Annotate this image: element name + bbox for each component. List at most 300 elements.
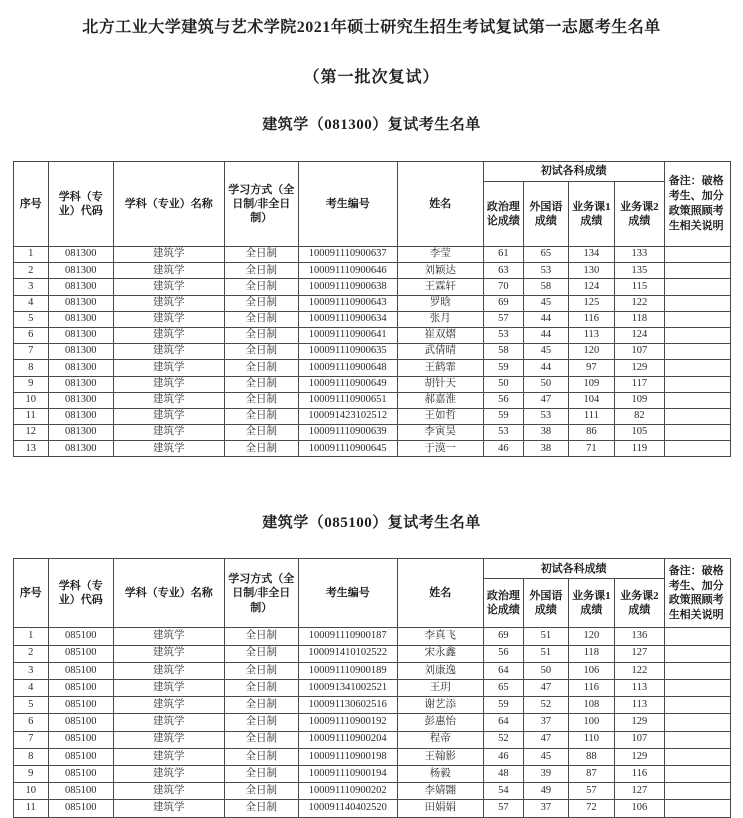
cell-code: 085100	[48, 697, 113, 714]
candidates-table-085100	[13, 558, 731, 817]
cell-remark	[664, 392, 730, 408]
candidates-table-081300	[13, 161, 731, 457]
cell-name: 王鹤霏	[397, 360, 483, 376]
cell-foreign-lang-score: 45	[524, 748, 568, 765]
cell-study-mode: 全日制	[224, 425, 298, 441]
cell-name: 郝嘉淮	[397, 392, 483, 408]
cell-name: 崔双熠	[397, 327, 483, 343]
cell-foreign-lang-score: 65	[524, 247, 568, 263]
cell-study-mode: 全日制	[224, 748, 298, 765]
table-row	[13, 441, 730, 457]
cell-foreign-lang-score: 38	[524, 425, 568, 441]
cell-study-mode: 全日制	[224, 800, 298, 817]
cell-study-mode: 全日制	[224, 311, 298, 327]
cell-course1-score: 57	[568, 783, 615, 800]
cell-candidate-no: 100091110900634	[298, 311, 397, 327]
cell-name: 罗晗	[397, 295, 483, 311]
table-row	[13, 714, 730, 731]
cell-remark	[664, 783, 730, 800]
cell-major-name: 建筑学	[113, 645, 224, 662]
cell-seq: 12	[13, 425, 48, 441]
cell-course2-score: 106	[615, 800, 665, 817]
cell-code: 081300	[48, 376, 113, 392]
cell-name: 程帝	[397, 731, 483, 748]
cell-major-name: 建筑学	[113, 425, 224, 441]
cell-foreign-lang-score: 47	[524, 680, 568, 697]
header-remark: 备注：破格考生、加分政策照顾考生相关说明	[664, 162, 730, 247]
cell-candidate-no: 100091110900202	[298, 783, 397, 800]
cell-major-name: 建筑学	[113, 392, 224, 408]
cell-remark	[664, 714, 730, 731]
cell-major-name: 建筑学	[113, 441, 224, 457]
cell-code: 081300	[48, 392, 113, 408]
cell-code: 085100	[48, 662, 113, 679]
header-code: 学科（专业）代码	[48, 559, 113, 628]
cell-seq: 4	[13, 680, 48, 697]
cell-code: 081300	[48, 360, 113, 376]
section2-title: 建筑学（085100）复试考生名单	[262, 515, 481, 532]
cell-candidate-no: 100091423102512	[298, 408, 397, 424]
table-row	[13, 311, 730, 327]
cell-study-mode: 全日制	[224, 392, 298, 408]
cell-major-name: 建筑学	[113, 360, 224, 376]
cell-politics-score: 69	[483, 295, 523, 311]
cell-name: 王翰影	[397, 748, 483, 765]
cell-politics-score: 70	[483, 279, 523, 295]
cell-course2-score: 107	[615, 731, 665, 748]
cell-seq: 3	[13, 662, 48, 679]
cell-code: 081300	[48, 263, 113, 279]
header-seq: 序号	[13, 559, 48, 628]
table-row	[13, 697, 730, 714]
cell-code: 085100	[48, 748, 113, 765]
cell-course2-score: 82	[615, 408, 665, 424]
cell-course1-score: 86	[568, 425, 615, 441]
cell-remark	[664, 247, 730, 263]
table-row	[13, 748, 730, 765]
cell-course1-score: 120	[568, 628, 615, 645]
cell-name: 刘康逸	[397, 662, 483, 679]
cell-name: 张月	[397, 311, 483, 327]
cell-study-mode: 全日制	[224, 376, 298, 392]
cell-code: 081300	[48, 408, 113, 424]
cell-remark	[664, 628, 730, 645]
cell-seq: 10	[13, 783, 48, 800]
cell-study-mode: 全日制	[224, 263, 298, 279]
cell-remark	[664, 327, 730, 343]
cell-course2-score: 109	[615, 392, 665, 408]
cell-major-name: 建筑学	[113, 748, 224, 765]
table-row	[13, 247, 730, 263]
cell-study-mode: 全日制	[224, 628, 298, 645]
cell-candidate-no: 100091110900192	[298, 714, 397, 731]
header-course2-score: 业务课2成绩	[615, 579, 665, 628]
cell-seq: 7	[13, 344, 48, 360]
cell-politics-score: 57	[483, 800, 523, 817]
cell-code: 085100	[48, 680, 113, 697]
header-major-name: 学科（专业）名称	[113, 559, 224, 628]
cell-major-name: 建筑学	[113, 263, 224, 279]
cell-foreign-lang-score: 49	[524, 783, 568, 800]
cell-major-name: 建筑学	[113, 344, 224, 360]
table-row	[13, 376, 730, 392]
cell-name: 田娟娟	[397, 800, 483, 817]
header-study-mode: 学习方式（全日制/非全日制）	[224, 162, 298, 247]
cell-politics-score: 64	[483, 714, 523, 731]
cell-course2-score: 119	[615, 441, 665, 457]
cell-name: 于漠一	[397, 441, 483, 457]
cell-politics-score: 54	[483, 783, 523, 800]
header-name: 姓名	[397, 162, 483, 247]
header-name: 姓名	[397, 559, 483, 628]
cell-course1-score: 87	[568, 765, 615, 782]
cell-name: 彭惠怡	[397, 714, 483, 731]
cell-study-mode: 全日制	[224, 680, 298, 697]
cell-remark	[664, 680, 730, 697]
cell-major-name: 建筑学	[113, 783, 224, 800]
cell-code: 085100	[48, 714, 113, 731]
table-row	[13, 783, 730, 800]
cell-candidate-no: 100091110900641	[298, 327, 397, 343]
cell-foreign-lang-score: 51	[524, 645, 568, 662]
cell-seq: 1	[13, 247, 48, 263]
cell-course2-score: 124	[615, 327, 665, 343]
cell-course2-score: 122	[615, 295, 665, 311]
cell-seq: 10	[13, 392, 48, 408]
header-candidate-no: 考生编号	[298, 559, 397, 628]
header-code: 学科（专业）代码	[48, 162, 113, 247]
cell-course1-score: 109	[568, 376, 615, 392]
cell-major-name: 建筑学	[113, 731, 224, 748]
cell-seq: 11	[13, 408, 48, 424]
cell-foreign-lang-score: 45	[524, 295, 568, 311]
cell-politics-score: 59	[483, 408, 523, 424]
table-row	[13, 295, 730, 311]
cell-seq: 11	[13, 800, 48, 817]
cell-study-mode: 全日制	[224, 279, 298, 295]
cell-study-mode: 全日制	[224, 327, 298, 343]
cell-course1-score: 108	[568, 697, 615, 714]
cell-major-name: 建筑学	[113, 697, 224, 714]
cell-major-name: 建筑学	[113, 247, 224, 263]
cell-course1-score: 106	[568, 662, 615, 679]
cell-politics-score: 46	[483, 441, 523, 457]
document-title: 北方工业大学建筑与艺术学院2021年硕士研究生招生考试复试第一志愿考生名单	[82, 19, 661, 36]
cell-study-mode: 全日制	[224, 662, 298, 679]
cell-candidate-no: 100091341002521	[298, 680, 397, 697]
table-header	[13, 162, 730, 247]
cell-course1-score: 124	[568, 279, 615, 295]
cell-code: 085100	[48, 645, 113, 662]
cell-candidate-no: 100091110900189	[298, 662, 397, 679]
cell-seq: 4	[13, 295, 48, 311]
cell-foreign-lang-score: 58	[524, 279, 568, 295]
cell-foreign-lang-score: 50	[524, 376, 568, 392]
cell-code: 081300	[48, 425, 113, 441]
cell-study-mode: 全日制	[224, 765, 298, 782]
cell-seq: 5	[13, 697, 48, 714]
cell-name: 李婧翾	[397, 783, 483, 800]
cell-course2-score: 133	[615, 247, 665, 263]
cell-major-name: 建筑学	[113, 311, 224, 327]
header-study-mode: 学习方式（全日制/非全日制）	[224, 559, 298, 628]
cell-name: 李真飞	[397, 628, 483, 645]
cell-course1-score: 72	[568, 800, 615, 817]
cell-study-mode: 全日制	[224, 697, 298, 714]
header-foreign-lang-score: 外国语成绩	[524, 579, 568, 628]
cell-remark	[664, 408, 730, 424]
cell-foreign-lang-score: 50	[524, 662, 568, 679]
cell-candidate-no: 100091110900639	[298, 425, 397, 441]
cell-name: 谢艺添	[397, 697, 483, 714]
cell-course2-score: 129	[615, 748, 665, 765]
cell-seq: 9	[13, 765, 48, 782]
cell-foreign-lang-score: 47	[524, 731, 568, 748]
cell-course1-score: 88	[568, 748, 615, 765]
cell-seq: 2	[13, 263, 48, 279]
cell-seq: 8	[13, 748, 48, 765]
cell-name: 李莹	[397, 247, 483, 263]
cell-course2-score: 135	[615, 263, 665, 279]
cell-course1-score: 125	[568, 295, 615, 311]
header-remark: 备注：破格考生、加分政策照顾考生相关说明	[664, 559, 730, 628]
cell-remark	[664, 279, 730, 295]
cell-seq: 1	[13, 628, 48, 645]
cell-politics-score: 65	[483, 680, 523, 697]
cell-course2-score: 113	[615, 697, 665, 714]
cell-foreign-lang-score: 44	[524, 311, 568, 327]
cell-study-mode: 全日制	[224, 731, 298, 748]
table-row	[13, 392, 730, 408]
cell-politics-score: 64	[483, 662, 523, 679]
cell-name: 王如哲	[397, 408, 483, 424]
cell-study-mode: 全日制	[224, 295, 298, 311]
cell-foreign-lang-score: 44	[524, 327, 568, 343]
table-row	[13, 425, 730, 441]
cell-seq: 2	[13, 645, 48, 662]
cell-major-name: 建筑学	[113, 765, 224, 782]
cell-course1-score: 113	[568, 327, 615, 343]
table-row	[13, 645, 730, 662]
cell-course1-score: 71	[568, 441, 615, 457]
table-row	[13, 327, 730, 343]
cell-politics-score: 58	[483, 344, 523, 360]
table-row	[13, 279, 730, 295]
cell-foreign-lang-score: 52	[524, 697, 568, 714]
cell-course1-score: 97	[568, 360, 615, 376]
cell-course1-score: 134	[568, 247, 615, 263]
cell-candidate-no: 100091110900651	[298, 392, 397, 408]
cell-code: 085100	[48, 628, 113, 645]
cell-politics-score: 59	[483, 697, 523, 714]
cell-remark	[664, 441, 730, 457]
cell-politics-score: 56	[483, 645, 523, 662]
cell-code: 081300	[48, 279, 113, 295]
cell-course2-score: 122	[615, 662, 665, 679]
cell-seq: 9	[13, 376, 48, 392]
cell-candidate-no: 100091110900638	[298, 279, 397, 295]
table-row	[13, 662, 730, 679]
cell-code: 081300	[48, 311, 113, 327]
cell-course1-score: 118	[568, 645, 615, 662]
cell-politics-score: 53	[483, 327, 523, 343]
cell-remark	[664, 697, 730, 714]
table-row	[13, 765, 730, 782]
cell-politics-score: 61	[483, 247, 523, 263]
table-row	[13, 344, 730, 360]
cell-politics-score: 56	[483, 392, 523, 408]
cell-code: 085100	[48, 731, 113, 748]
table-header	[13, 559, 730, 628]
cell-seq: 8	[13, 360, 48, 376]
cell-foreign-lang-score: 51	[524, 628, 568, 645]
cell-course2-score: 118	[615, 311, 665, 327]
cell-course1-score: 120	[568, 344, 615, 360]
cell-foreign-lang-score: 37	[524, 800, 568, 817]
header-course2-score: 业务课2成绩	[615, 182, 665, 247]
document-subtitle: （第一批次复试）	[303, 69, 440, 86]
cell-candidate-no: 100091110900646	[298, 263, 397, 279]
table-row	[13, 408, 730, 424]
cell-foreign-lang-score: 53	[524, 408, 568, 424]
cell-code: 085100	[48, 800, 113, 817]
cell-study-mode: 全日制	[224, 247, 298, 263]
cell-foreign-lang-score: 37	[524, 714, 568, 731]
cell-course1-score: 130	[568, 263, 615, 279]
cell-remark	[664, 376, 730, 392]
header-course1-score: 业务课1成绩	[568, 182, 615, 247]
cell-remark	[664, 731, 730, 748]
cell-candidate-no: 100091110900187	[298, 628, 397, 645]
cell-foreign-lang-score: 44	[524, 360, 568, 376]
cell-major-name: 建筑学	[113, 327, 224, 343]
cell-politics-score: 52	[483, 731, 523, 748]
cell-foreign-lang-score: 38	[524, 441, 568, 457]
header-initial-scores-group: 初试各科成绩	[483, 559, 664, 579]
cell-seq: 6	[13, 714, 48, 731]
cell-code: 085100	[48, 783, 113, 800]
cell-candidate-no: 100091110900645	[298, 441, 397, 457]
cell-candidate-no: 100091110900648	[298, 360, 397, 376]
cell-politics-score: 46	[483, 748, 523, 765]
cell-candidate-no: 100091410102522	[298, 645, 397, 662]
cell-foreign-lang-score: 47	[524, 392, 568, 408]
cell-course2-score: 115	[615, 279, 665, 295]
cell-course2-score: 117	[615, 376, 665, 392]
header-initial-scores-group: 初试各科成绩	[483, 162, 664, 182]
cell-study-mode: 全日制	[224, 783, 298, 800]
cell-politics-score: 59	[483, 360, 523, 376]
cell-code: 081300	[48, 247, 113, 263]
cell-politics-score: 48	[483, 765, 523, 782]
cell-course2-score: 116	[615, 765, 665, 782]
table-body-085100	[13, 628, 730, 817]
cell-candidate-no: 100091110900637	[298, 247, 397, 263]
cell-foreign-lang-score: 45	[524, 344, 568, 360]
cell-study-mode: 全日制	[224, 360, 298, 376]
cell-politics-score: 57	[483, 311, 523, 327]
cell-politics-score: 63	[483, 263, 523, 279]
table-body-081300	[13, 247, 730, 457]
cell-remark	[664, 295, 730, 311]
cell-name: 宋永鑫	[397, 645, 483, 662]
cell-course1-score: 111	[568, 408, 615, 424]
cell-candidate-no: 100091110900204	[298, 731, 397, 748]
header-seq: 序号	[13, 162, 48, 247]
cell-course1-score: 100	[568, 714, 615, 731]
cell-course1-score: 110	[568, 731, 615, 748]
cell-study-mode: 全日制	[224, 714, 298, 731]
cell-name: 王玥	[397, 680, 483, 697]
cell-remark	[664, 748, 730, 765]
cell-candidate-no: 100091140402520	[298, 800, 397, 817]
cell-seq: 3	[13, 279, 48, 295]
cell-name: 刘颖达	[397, 263, 483, 279]
cell-name: 胡针天	[397, 376, 483, 392]
cell-major-name: 建筑学	[113, 408, 224, 424]
cell-seq: 6	[13, 327, 48, 343]
cell-course1-score: 116	[568, 680, 615, 697]
cell-major-name: 建筑学	[113, 376, 224, 392]
header-politics-score: 政治理论成绩	[483, 579, 523, 628]
cell-code: 085100	[48, 765, 113, 782]
cell-course1-score: 104	[568, 392, 615, 408]
cell-major-name: 建筑学	[113, 800, 224, 817]
cell-course2-score: 129	[615, 714, 665, 731]
cell-code: 081300	[48, 295, 113, 311]
cell-candidate-no: 100091110900649	[298, 376, 397, 392]
cell-foreign-lang-score: 53	[524, 263, 568, 279]
cell-major-name: 建筑学	[113, 680, 224, 697]
cell-remark	[664, 263, 730, 279]
cell-candidate-no: 100091110900635	[298, 344, 397, 360]
cell-major-name: 建筑学	[113, 295, 224, 311]
cell-study-mode: 全日制	[224, 441, 298, 457]
cell-remark	[664, 425, 730, 441]
header-candidate-no: 考生编号	[298, 162, 397, 247]
header-foreign-lang-score: 外国语成绩	[524, 182, 568, 247]
cell-study-mode: 全日制	[224, 408, 298, 424]
table-row	[13, 360, 730, 376]
cell-code: 081300	[48, 344, 113, 360]
cell-remark	[664, 311, 730, 327]
cell-study-mode: 全日制	[224, 645, 298, 662]
section1-title: 建筑学（081300）复试考生名单	[262, 117, 481, 133]
table-row	[13, 628, 730, 645]
cell-course2-score: 105	[615, 425, 665, 441]
cell-major-name: 建筑学	[113, 662, 224, 679]
cell-course2-score: 107	[615, 344, 665, 360]
cell-seq: 13	[13, 441, 48, 457]
cell-name: 王霖轩	[397, 279, 483, 295]
cell-remark	[664, 662, 730, 679]
cell-candidate-no: 100091110900194	[298, 765, 397, 782]
cell-course2-score: 113	[615, 680, 665, 697]
cell-politics-score: 69	[483, 628, 523, 645]
cell-name: 武倩晴	[397, 344, 483, 360]
table-row	[13, 731, 730, 748]
cell-seq: 7	[13, 731, 48, 748]
cell-name: 李寅昊	[397, 425, 483, 441]
cell-course2-score: 129	[615, 360, 665, 376]
cell-candidate-no: 100091110900643	[298, 295, 397, 311]
header-major-name: 学科（专业）名称	[113, 162, 224, 247]
table-row	[13, 263, 730, 279]
cell-course1-score: 116	[568, 311, 615, 327]
cell-politics-score: 53	[483, 425, 523, 441]
cell-name: 杨毅	[397, 765, 483, 782]
cell-remark	[664, 765, 730, 782]
